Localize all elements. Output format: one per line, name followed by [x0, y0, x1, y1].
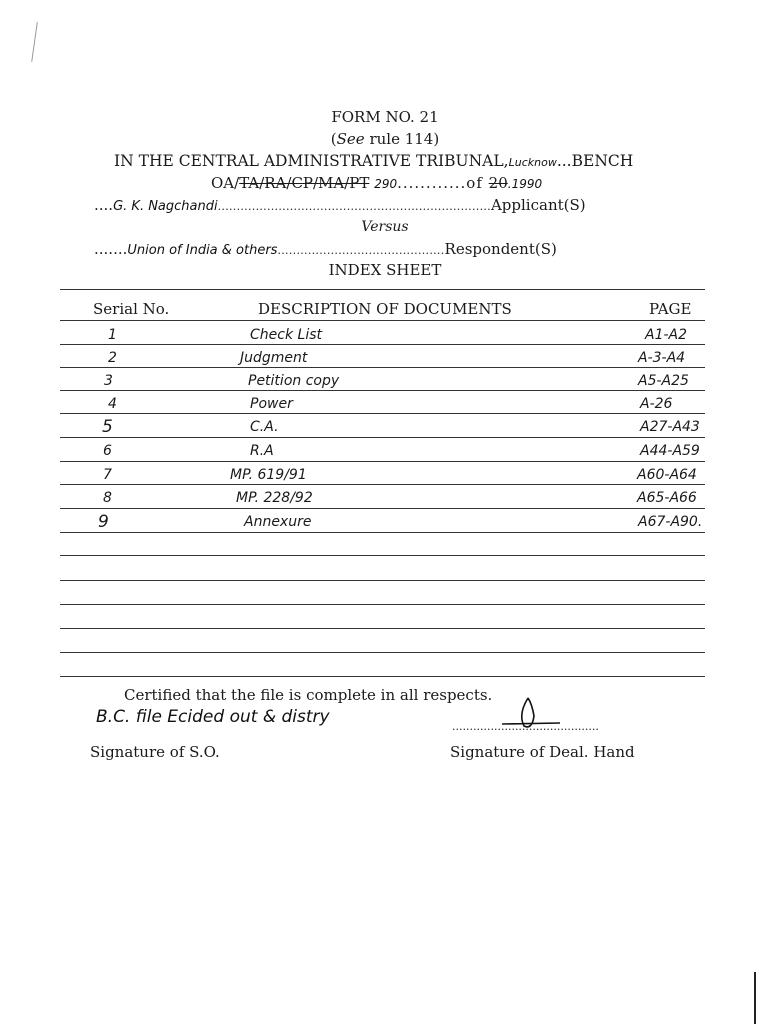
applicant-name-handwriting: G. K. Nagchandi [113, 199, 218, 214]
signature-dotted-line: .......................................... [452, 720, 599, 733]
row-serial: 2 [108, 350, 117, 366]
scan-edge-mark [31, 22, 38, 62]
blank-rule [60, 604, 705, 605]
row-serial: 4 [108, 396, 117, 412]
row-description: Power [250, 396, 293, 412]
index-sheet-title: INDEX SHEET [328, 261, 442, 279]
row-page: A44-A59 [640, 443, 700, 459]
form-number: FORM NO. 21 [331, 108, 439, 126]
so-handwritten-note: B.C. file Ecided out & distry [96, 707, 330, 727]
row-description: Annexure [244, 514, 312, 530]
row-serial: 5 [102, 417, 113, 437]
row-page: A-3-A4 [638, 350, 686, 366]
row-serial: 6 [103, 443, 112, 459]
row-description: C.A. [250, 419, 279, 435]
row-page: A65-A66 [637, 490, 697, 506]
row-description: Judgment [240, 350, 308, 366]
row-serial: 8 [103, 490, 112, 506]
applicant-line: ....G. K. Nagchandi........................................................................Applicant(S) [94, 196, 586, 214]
row-description: Petition copy [248, 373, 340, 389]
row-serial: 1 [108, 327, 117, 343]
row-description: Check List [250, 327, 322, 343]
so-signature-label: Signature of S.O. [90, 743, 220, 761]
blank-rule [60, 555, 705, 556]
deal-hand-signature-icon [498, 692, 568, 734]
scan-edge-mark [754, 972, 756, 1024]
case-number-line: OA/TA/RA/CP/MA/PT 290............of 20.1990 [211, 174, 543, 192]
row-page: A1-A2 [645, 327, 688, 343]
table-top-rule [60, 289, 705, 290]
blank-rule [60, 676, 705, 677]
row-page: A67-A90. [638, 514, 703, 530]
blank-rule [60, 652, 705, 653]
page-header: PAGE [649, 300, 692, 318]
row-serial: 7 [103, 467, 112, 483]
rule-reference: (See rule 114) [330, 130, 440, 148]
struck-case-types: TA/RA/CP/MA/PT [239, 174, 370, 192]
blank-rule [60, 580, 705, 581]
row-page: A-26 [640, 396, 673, 412]
row-description: MP. 619/91 [230, 467, 307, 483]
certification-statement: Certified that the file is complete in all respects. [124, 686, 493, 704]
row-serial: 9 [98, 512, 109, 532]
row-page: A5-A25 [638, 373, 689, 389]
description-header: DESCRIPTION OF DOCUMENTS [258, 300, 512, 318]
header-rule [60, 320, 705, 321]
versus-label: Versus [361, 219, 409, 235]
blank-rule [60, 628, 705, 629]
case-number-handwriting: 290 [374, 177, 398, 191]
row-page: A27-A43 [640, 419, 700, 435]
row-description: MP. 228/92 [236, 490, 313, 506]
deal-hand-signature-label: Signature of Deal. Hand [450, 743, 635, 761]
case-year-handwriting: .1990 [507, 177, 543, 191]
respondent-label: Respondent(S) [444, 240, 557, 258]
tribunal-line: IN THE CENTRAL ADMINISTRATIVE TRIBUNAL,Lucknow...BENCH [114, 152, 634, 170]
bench-handwriting: Lucknow [508, 156, 557, 169]
row-serial: 3 [104, 373, 113, 389]
row-description: R.A [250, 443, 274, 459]
applicant-label: Applicant(S) [490, 196, 586, 214]
respondent-name-handwriting: Union of India & others [127, 243, 278, 258]
row-page: A60-A64 [637, 467, 697, 483]
serial-header: Serial No. [93, 300, 170, 318]
see-word: See [336, 130, 365, 148]
respondent-line: .......Union of India & others............................................Respondent(S) [94, 240, 557, 258]
